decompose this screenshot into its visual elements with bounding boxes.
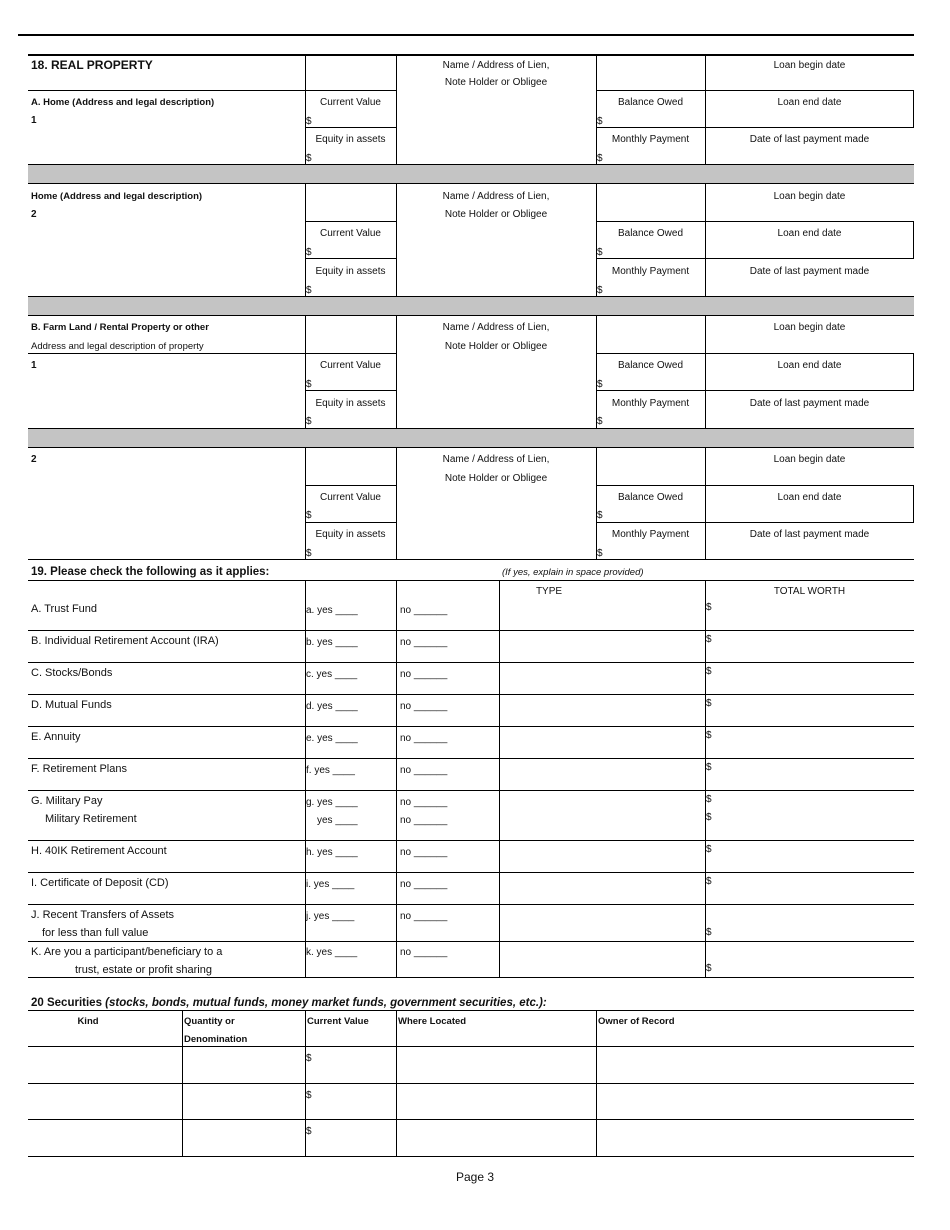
worth-header: TOTAL WORTH: [773, 586, 846, 597]
balance-owed-label: Balance Owed: [617, 492, 684, 503]
monthly-payment-label: Monthly Payment: [611, 134, 690, 145]
total-worth-field[interactable]: $: [706, 876, 712, 887]
col-quantity-2: Denomination: [184, 1034, 248, 1045]
current-value-field[interactable]: $: [306, 247, 312, 258]
yes-field[interactable]: f. yes ____: [306, 765, 355, 776]
loan-begin-label: Loan begin date: [773, 454, 846, 465]
balance-owed-label: Balance Owed: [617, 228, 684, 239]
section19-note: (If yes, explain in space provided): [502, 567, 644, 578]
current-value-label: Current Value: [320, 97, 381, 108]
section20-title: [31, 997, 547, 1009]
loan-end-label: Loan end date: [777, 228, 842, 239]
total-worth-field[interactable]: $: [706, 602, 712, 613]
current-value-field[interactable]: $: [306, 379, 312, 390]
real-property-title: 18. REAL PROPERTY: [31, 58, 153, 72]
yes-field[interactable]: d. yes ____: [306, 701, 358, 712]
monthly-payment-label: Monthly Payment: [611, 529, 690, 540]
no-field[interactable]: no ______: [400, 733, 448, 744]
no-field[interactable]: no ______: [400, 701, 448, 712]
total-worth-field[interactable]: $: [706, 698, 712, 709]
lien-label: Name / Address of Lien,: [442, 322, 550, 333]
section19-title: 19. Please check the following as it applies:: [31, 566, 270, 578]
no-field[interactable]: no ______: [400, 669, 448, 680]
home-a-label: A. Home (Address and legal description): [31, 97, 215, 108]
home-a-num: 1: [31, 115, 37, 126]
loan-begin-label: Loan begin date: [773, 191, 846, 202]
yes-field[interactable]: e. yes ____: [306, 733, 358, 744]
row-label: E. Annuity: [31, 731, 81, 743]
total-worth-field[interactable]: $: [706, 963, 712, 974]
no-field[interactable]: no ______: [400, 797, 448, 808]
row-label: A. Trust Fund: [31, 603, 98, 615]
yes-field[interactable]: c. yes ____: [306, 669, 358, 680]
lien-label: Name / Address of Lien,: [442, 60, 550, 71]
home2-num: 2: [31, 209, 37, 220]
last-payment-label: Date of last payment made: [749, 529, 870, 540]
current-value-label: Current Value: [320, 228, 381, 239]
lien-label: Name / Address of Lien,: [442, 454, 550, 465]
row-label: H. 40IK Retirement Account: [31, 845, 167, 857]
row-label: C. Stocks/Bonds: [31, 667, 113, 679]
monthly-payment-field[interactable]: $: [597, 416, 603, 427]
yes-field[interactable]: i. yes ____: [306, 879, 355, 890]
col-owner: Owner of Record: [598, 1016, 675, 1027]
balance-owed-label: Balance Owed: [617, 360, 684, 371]
securities-value-field[interactable]: $: [306, 1053, 312, 1064]
no-field[interactable]: no ______: [400, 879, 448, 890]
current-value-label: Current Value: [320, 360, 381, 371]
row-label: B. Individual Retirement Account (IRA): [31, 635, 219, 647]
farm-label: B. Farm Land / Rental Property or other: [31, 322, 209, 333]
row-label-2: trust, estate or profit sharing: [75, 964, 212, 976]
no-field[interactable]: no ______: [400, 947, 448, 958]
yes-field[interactable]: g. yes ____: [306, 797, 358, 808]
row-label-2: Military Retirement: [45, 813, 137, 825]
row-label: I. Certificate of Deposit (CD): [31, 877, 169, 889]
last-payment-label: Date of last payment made: [749, 266, 870, 277]
total-worth-field[interactable]: $: [706, 634, 712, 645]
total-worth-field[interactable]: $: [706, 927, 712, 938]
row-label: K. Are you a participant/beneficiary to a: [31, 946, 223, 958]
row-label: D. Mutual Funds: [31, 699, 112, 711]
last-payment-label: Date of last payment made: [749, 398, 870, 409]
equity-field[interactable]: $: [306, 153, 312, 164]
equity-label: Equity in assets: [315, 266, 386, 277]
yes-field-2[interactable]: yes ____: [317, 815, 358, 826]
equity-field[interactable]: $: [306, 285, 312, 296]
balance-owed-field[interactable]: $: [597, 247, 603, 258]
lien-label: Name / Address of Lien,: [442, 191, 550, 202]
balance-owed-label: Balance Owed: [617, 97, 684, 108]
equity-label: Equity in assets: [315, 134, 386, 145]
loan-end-label: Loan end date: [777, 492, 842, 503]
type-header: TYPE: [535, 586, 563, 597]
last-payment-label: Date of last payment made: [749, 134, 870, 145]
yes-field[interactable]: b. yes ____: [306, 637, 358, 648]
monthly-payment-field[interactable]: $: [597, 548, 603, 559]
total-worth-field[interactable]: $: [706, 844, 712, 855]
row-label: G. Military Pay: [31, 795, 103, 807]
col-kind: Kind: [77, 1016, 99, 1027]
lien-label-2: Note Holder or Obligee: [444, 77, 548, 88]
monthly-payment-field[interactable]: $: [597, 285, 603, 296]
equity-field[interactable]: $: [306, 548, 312, 559]
section20-title-sub: (stocks, bonds, mutual funds, money market funds, government securities, etc.):: [105, 997, 547, 1009]
row-label: F. Retirement Plans: [31, 763, 127, 775]
yes-field[interactable]: h. yes ____: [306, 847, 358, 858]
monthly-payment-field[interactable]: $: [597, 153, 603, 164]
top-rule: [18, 34, 914, 36]
farm-num-1: 1: [31, 360, 37, 371]
yes-field[interactable]: j. yes ____: [306, 911, 355, 922]
farm-num-2: 2: [31, 454, 37, 465]
loan-begin-label: Loan begin date: [773, 60, 846, 71]
no-field[interactable]: no ______: [400, 911, 448, 922]
current-value-label: Current Value: [320, 492, 381, 503]
page-number: Page 3: [456, 1170, 495, 1184]
monthly-payment-label: Monthly Payment: [611, 398, 690, 409]
yes-field[interactable]: k. yes ____: [306, 947, 358, 958]
row-label-2: for less than full value: [42, 927, 149, 939]
no-field[interactable]: no ______: [400, 605, 448, 616]
row-label: J. Recent Transfers of Assets: [31, 909, 175, 921]
lien-label-2: Note Holder or Obligee: [444, 473, 548, 484]
total-worth-field[interactable]: $: [706, 730, 712, 741]
col-where-located: Where Located: [398, 1016, 467, 1027]
total-worth-field-2[interactable]: $: [706, 812, 712, 823]
no-field[interactable]: no ______: [400, 847, 448, 858]
farm-sub-label: Address and legal description of property: [31, 341, 204, 352]
total-worth-field[interactable]: $: [706, 762, 712, 773]
no-field-2[interactable]: no ______: [400, 815, 448, 826]
current-value-field[interactable]: $: [306, 116, 312, 127]
yes-field[interactable]: a. yes ____: [306, 605, 358, 616]
col-current-value: Current Value: [307, 1016, 369, 1027]
no-field[interactable]: no ______: [400, 637, 448, 648]
total-worth-field[interactable]: $: [706, 794, 712, 805]
home2-label: Home (Address and legal description): [31, 191, 203, 202]
total-worth-field[interactable]: $: [706, 666, 712, 677]
col-quantity: Quantity or: [184, 1016, 235, 1027]
loan-end-label: Loan end date: [777, 97, 842, 108]
monthly-payment-label: Monthly Payment: [611, 266, 690, 277]
equity-label: Equity in assets: [315, 398, 386, 409]
securities-value-field[interactable]: $: [306, 1126, 312, 1137]
current-value-field[interactable]: $: [306, 510, 312, 521]
lien-label-2: Note Holder or Obligee: [444, 341, 548, 352]
balance-owed-field[interactable]: $: [597, 510, 603, 521]
no-field[interactable]: no ______: [400, 765, 448, 776]
loan-begin-label: Loan begin date: [773, 322, 846, 333]
balance-owed-field[interactable]: $: [597, 379, 603, 390]
equity-label: Equity in assets: [315, 529, 386, 540]
section20-title-main: 20 Securities: [31, 997, 106, 1009]
equity-field[interactable]: $: [306, 416, 312, 427]
loan-end-label: Loan end date: [777, 360, 842, 371]
balance-owed-field[interactable]: $: [597, 116, 603, 127]
lien-label-2: Note Holder or Obligee: [444, 209, 548, 220]
securities-value-field[interactable]: $: [306, 1090, 312, 1101]
